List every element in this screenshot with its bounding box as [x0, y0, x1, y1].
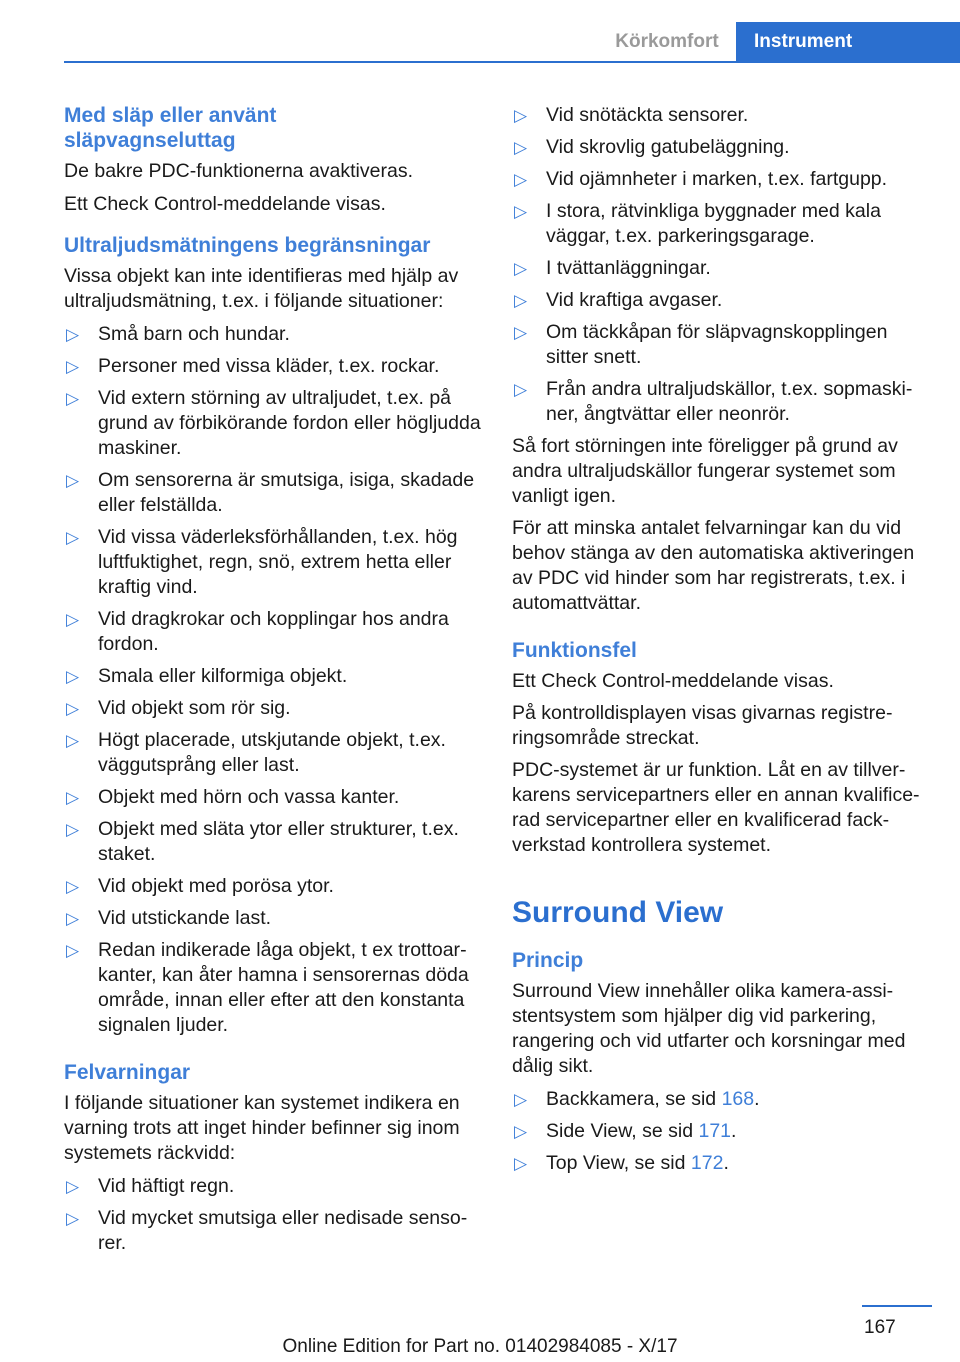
heading-funktionsfel: Funktionsfel	[512, 639, 637, 662]
paragraph: I följande situationer kan systemet indikera en varning trots att inget hinder befinner sig inom systemets räckvidd:	[64, 1092, 460, 1164]
list-item: ▷ Vid utstickande last.	[66, 907, 272, 929]
list-item: ▷ Personer med vissa kläder, t.ex. rockar.	[66, 355, 440, 377]
list-item: ▷ I stora, rätvinkliga byggnader med kala väggar, t.ex. parkeringsgarage.	[514, 200, 881, 247]
list-item: ▷ Från andra ultraljudskällor, t.ex. sopmaskiner, ångtvättar eller neonrör.	[514, 378, 913, 425]
paragraph: PDC-systemet är ur funktion. Låt en av tillverkarens servicepartners eller en annan kvalificerad servicepartner eller en kvalificerad fackverkstad kontrollera systemet.	[512, 759, 920, 856]
page-header	[0, 0, 960, 62]
triangle-bullet-icon: ▷	[66, 389, 80, 408]
triangle-bullet-icon: ▷	[66, 357, 80, 376]
list-item: ▷ Redan indikerade låga objekt, t ex trottoarkanter, kan åter hamna i sensorernas döda område, innan eller efter att den konstanta signalen ljuder.	[66, 939, 469, 1036]
camera-links-list	[512, 1087, 930, 1176]
list-item: ▷ Vid objekt med porösa ytor.	[66, 875, 334, 897]
triangle-bullet-icon: ▷	[66, 731, 80, 750]
heading-surround-view: Surround View	[512, 896, 724, 929]
list-item: ▷ Om sensorerna är smutsiga, isiga, skadade eller felställda.	[66, 469, 475, 516]
triangle-bullet-icon: ▷	[66, 610, 80, 629]
triangle-bullet-icon: ▷	[66, 667, 80, 686]
paragraph: De bakre PDC-funktionerna avaktiveras.	[64, 160, 413, 182]
triangle-bullet-icon: ▷	[514, 202, 528, 221]
list-item: ▷ Små barn och hundar.	[66, 323, 290, 345]
section-tab-instrument[interactable]: Instrument	[736, 22, 960, 62]
right-column	[512, 103, 930, 1176]
page-link-172[interactable]: 172	[690, 1152, 724, 1174]
triangle-bullet-icon: ▷	[66, 941, 80, 960]
triangle-bullet-icon: ▷	[514, 170, 528, 189]
list-item: ▷ Vid vissa väderleksförhållanden, t.ex. hög luftfuktighet, regn, snö, extrem hetta eller kraftig vind.	[66, 526, 458, 598]
triangle-bullet-icon: ▷	[514, 291, 528, 310]
heading-felvarningar: Felvarningar	[64, 1061, 191, 1084]
heading-ultraljud-begransningar: Ultraljudsmätningens begränsningar	[64, 234, 431, 257]
paragraph: Ett Check Control-meddelande visas.	[512, 670, 834, 692]
list-item: ▷ Vid dragkrokar och kopplingar hos andra fordon.	[66, 608, 449, 655]
triangle-bullet-icon: ▷	[514, 1122, 528, 1141]
triangle-bullet-icon: ▷	[514, 138, 528, 157]
paragraph: Ett Check Control-meddelande visas.	[64, 193, 386, 215]
section-tab-korkomfort[interactable]: Körkomfort	[598, 22, 736, 62]
left-column	[64, 103, 482, 1256]
triangle-bullet-icon: ▷	[66, 471, 80, 490]
bullet-list-limitations	[64, 322, 482, 1038]
triangle-bullet-icon: ▷	[66, 1177, 80, 1196]
list-item: ▷ Objekt med hörn och vassa kanter.	[66, 786, 400, 808]
list-item: ▷ Objekt med släta ytor eller strukturer, t.ex. staket.	[66, 818, 459, 865]
page-link-168[interactable]: 168	[721, 1088, 755, 1110]
list-item: ▷ Side View, se sid 171.	[514, 1120, 737, 1142]
triangle-bullet-icon: ▷	[66, 788, 80, 807]
triangle-bullet-icon: ▷	[66, 820, 80, 839]
triangle-bullet-icon: ▷	[66, 528, 80, 547]
page-link-171[interactable]: 171	[698, 1120, 732, 1142]
triangle-bullet-icon: ▷	[66, 699, 80, 718]
list-item: ▷ Högt placerade, utskjutande objekt, t.ex. väggutsprång eller last.	[66, 729, 446, 776]
list-item: ▷ Om täckkåpan för släpvagnskopplingen sitter snett.	[514, 321, 888, 368]
paragraph: Vissa objekt kan inte identifieras med hjälp av ultraljudsmätning, t.ex. i följande situationer:	[64, 265, 459, 312]
triangle-bullet-icon: ▷	[66, 1209, 80, 1228]
triangle-bullet-icon: ▷	[66, 325, 80, 344]
list-item: ▷ Vid häftigt regn.	[66, 1175, 235, 1197]
triangle-bullet-icon: ▷	[514, 1154, 528, 1173]
list-item: ▷ Vid extern störning av ultraljudet, t.ex. på grund av förbikörande fordon eller högljudda maskiner.	[66, 387, 481, 459]
bullet-list-false-warnings	[64, 1174, 482, 1256]
footer-edition-text: Online Edition for Part no. 01402984085 - X/17	[282, 1336, 678, 1357]
triangle-bullet-icon: ▷	[514, 380, 528, 399]
heading-princip: Princip	[512, 949, 584, 972]
list-item: ▷ Top View, se sid 172.	[514, 1152, 729, 1174]
list-item: ▷ Vid objekt som rör sig.	[66, 697, 291, 719]
paragraph: Surround View innehåller olika kamera-assistentsystem som hjälper dig vid parkering, rangering och vid utfarter och korsningar med dålig sikt.	[512, 980, 906, 1077]
list-item: ▷ Backkamera, se sid 168.	[514, 1088, 760, 1110]
paragraph: För att minska antalet felvarningar kan du vid behov stänga av den automatiska aktiveringen av PDC vid hinder som har registrerats, t.ex. i automattvättar.	[512, 517, 915, 614]
header-rule	[64, 61, 960, 63]
page-number-rule	[862, 1305, 932, 1307]
list-item: ▷ Vid mycket smutsiga eller nedisade sensorer.	[66, 1207, 468, 1254]
triangle-bullet-icon: ▷	[514, 1090, 528, 1109]
bullet-list-false-warnings-cont	[512, 103, 930, 427]
list-item: ▷ Vid ojämnheter i marken, t.ex. fartgupp.	[514, 168, 888, 190]
page-number: 167	[864, 1317, 896, 1338]
heading-med-slap: Med släp eller använt släpvagnseluttag	[64, 104, 277, 152]
list-item: ▷ I tvättanläggningar.	[514, 257, 711, 279]
list-item: ▷ Vid skrovlig gatubeläggning.	[514, 136, 790, 158]
list-item: ▷ Vid kraftiga avgaser.	[514, 289, 723, 311]
list-item: ▷ Smala eller kilformiga objekt.	[66, 665, 348, 687]
triangle-bullet-icon: ▷	[514, 259, 528, 278]
paragraph: Så fort störningen inte föreligger på grund av andra ultraljudskällor fungerar systemet som vanligt igen.	[512, 435, 898, 507]
triangle-bullet-icon: ▷	[514, 106, 528, 125]
triangle-bullet-icon: ▷	[514, 323, 528, 342]
triangle-bullet-icon: ▷	[66, 909, 80, 928]
paragraph: På kontrolldisplayen visas givarnas registreringsområde streckat.	[512, 702, 893, 749]
triangle-bullet-icon: ▷	[66, 877, 80, 896]
list-item: ▷ Vid snötäckta sensorer.	[514, 104, 749, 126]
